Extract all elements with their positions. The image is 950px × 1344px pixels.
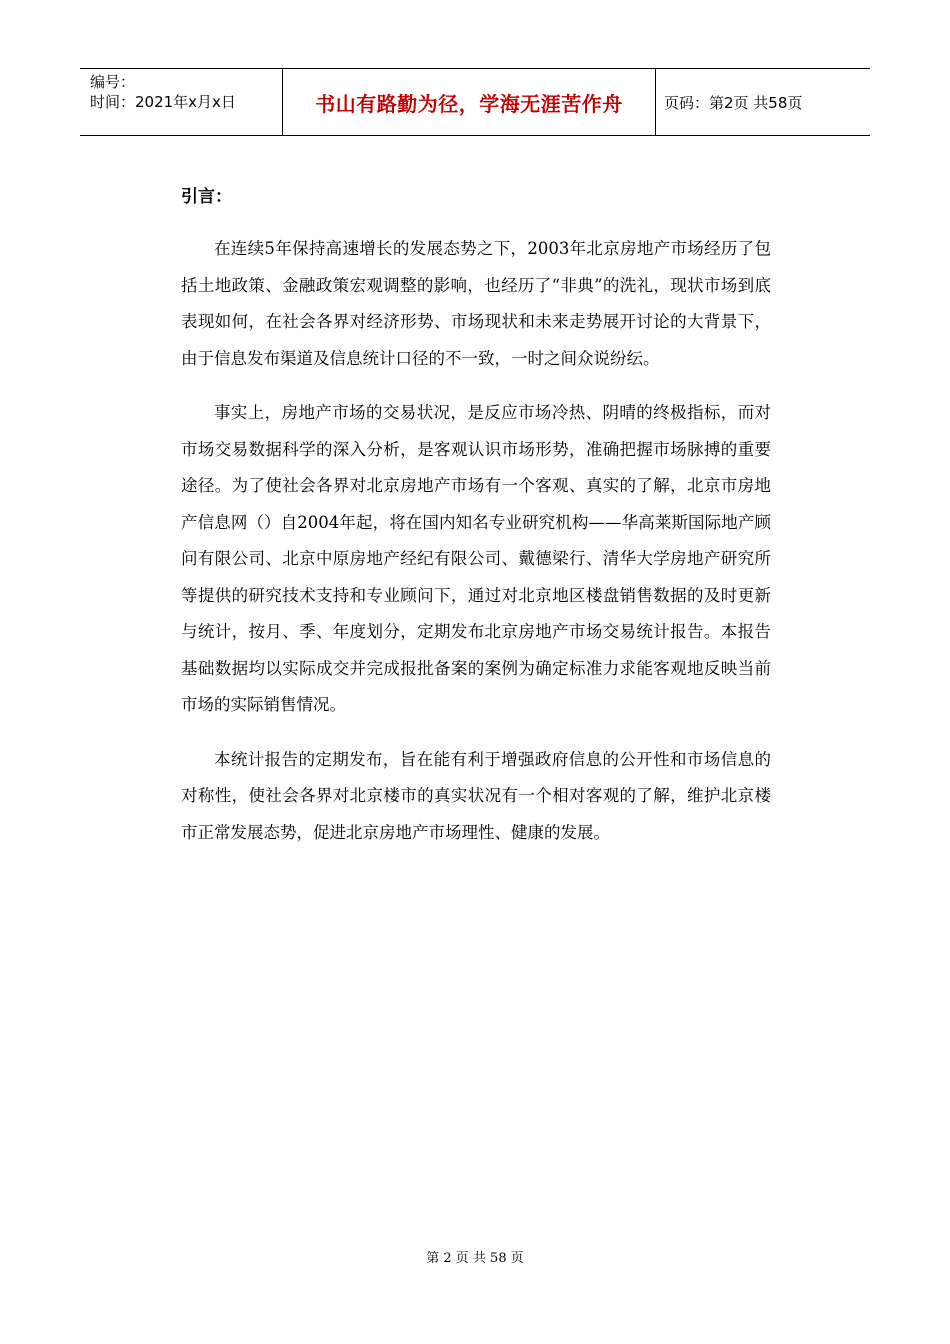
- document-date-label: 时间：2021年x月x日: [90, 93, 236, 111]
- document-body: [181, 182, 771, 869]
- page-header: [80, 68, 870, 136]
- document-number-label: 编号：: [90, 73, 136, 91]
- header-motto-cell: [283, 69, 656, 135]
- page-footer: 第 2 页 共 58 页: [426, 1251, 524, 1266]
- header-motto: 书山有路勤为径，学海无涯苦作舟: [315, 91, 623, 116]
- header-meta: [80, 69, 283, 135]
- header-page-info: 页码：第2页 共58页: [664, 93, 803, 112]
- header-page-info-cell: [656, 69, 870, 135]
- section-heading: 引言：: [181, 187, 232, 207]
- paragraph-3: 本统计报告的定期发布，旨在能有利于增强政府信息的公开性和市场信息的对称性，使社会各界对北京楼市的真实状况有一个相对客观的了解，维护北京楼市正常发展态势，促进北京房地产市场理性、健康的发展。: [181, 749, 771, 842]
- paragraph-2: 事实上，房地产市场的交易状况，是反应市场冷热、阴晴的终极指标，而对市场交易数据科学的深入分析，是客观认识市场形势，准确把握市场脉搏的重要途径。为了使社会各界对北京房地产市场有一个客观、真实的了解，北京市房地产信息网（）自2004年起，将在国内知名专业研究机构——华高莱斯国际地产顾问有限公司、北京中原房地产经纪有限公司、戴德梁行、清华大学房地产研究所等提供的研究技术支持和专业顾问下，通过对北京地区楼盘销售数据的及时更新与统计，按月、季、年度划分，定期发布北京房地产市场交易统计报告。本报告基础数据均以实际成交并完成报批备案的案例为确定标准力求能客观地反映当前市场的实际销售情况。: [181, 403, 771, 714]
- paragraph-1: 在连续5年保持高速增长的发展态势之下，2003年北京房地产市场经历了包括土地政策、金融政策宏观调整的影响，也经历了“非典”的洗礼，现状市场到底表现如何，在社会各界对经济形势、市场现状和未来走势展开讨论的大背景下，由于信息发布渠道及信息统计口径的不一致，一时之间众说纷纭。: [181, 239, 771, 368]
